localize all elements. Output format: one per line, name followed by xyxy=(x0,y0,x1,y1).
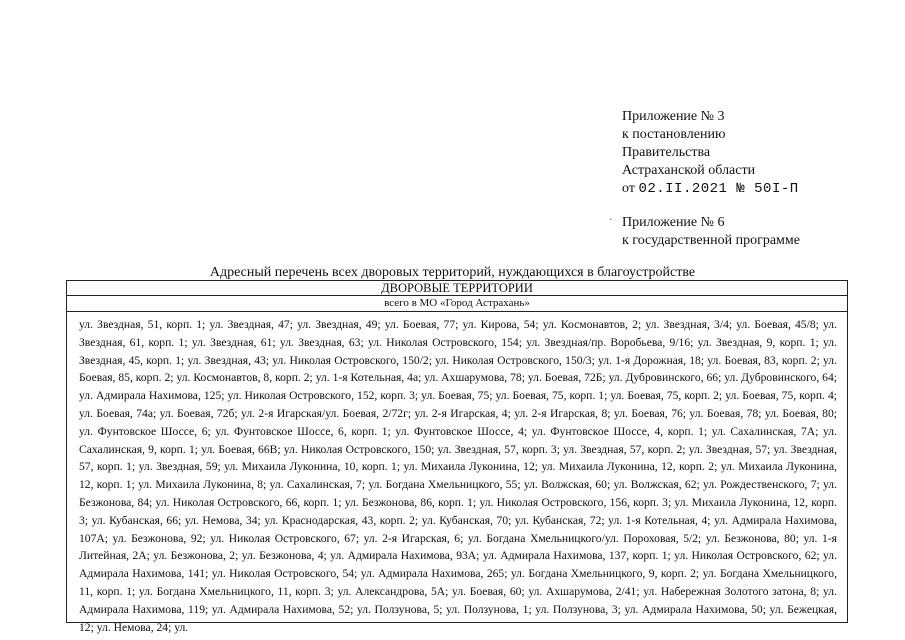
territories-table xyxy=(66,280,848,634)
annex-date-line xyxy=(622,180,799,198)
date-prefix: от xyxy=(622,181,635,196)
document-title: Адресный перечень всех дворовых территорий, нуждающихся в благоустройстве xyxy=(209,265,696,280)
annex-line: к государственной программе xyxy=(622,233,800,248)
annex-block-top xyxy=(622,108,799,198)
annex-line: Приложение № 3 xyxy=(622,109,725,124)
table-header: ДВОРОВЫЕ ТЕРРИТОРИИ xyxy=(67,281,847,296)
annex-line: к постановлению xyxy=(622,127,726,142)
table-subheader: всего в МО «Город Астрахань» xyxy=(67,296,847,312)
annex-line: Приложение № 6 xyxy=(622,215,725,230)
address-list-cell: ул. Звездная, 51, корп. 1; ул. Звездная, 47; ул. Звездная, 49; ул. Боевая, 77; ул. Кирова, 54; ул. Космонавтов, 2; ул. Звездная, 3/4; ул. Боевая, 45/8; ул. Звездная, 61, корп. 1; ул. Звездная, 61; ул. Звездная, 63; ул. Николая Островского, 154; ул. Звездная/пр. Воробьева, 9/16; ул. Звездная, 9, корп. 1; ул. Звездная, 45, корп. 1; ул. Звездная, 43; ул. Николая Островского, 150/2; ул. Николая Островского, 150/3; ул. 1-я Дорожная, 18; ул. Боевая, 83, корп. 2; ул. Боевая, 85, корп. 2; ул. Космонавтов, 8, корп. 2; ул. 1-я Котельная, 4а; ул. Ахшарумова, 78; ул. Боевая, 72Б; ул. Дубровинского, 66; ул. Дубровинского, 64; ул. Адмирала Нахимова, 125; ул. Николая Островского, 152, корп. 3; ул. Боевая, 75; ул. Боевая, 75, корп. 1; ул. Боевая, 75, корп. 2; ул. Боевая, 75, корп. 4; ул. Боевая, 74а; ул. Боевая, 72б; ул. 2-я Игарская/ул. Боевая, 2/72г; ул. 2-я Игарская, 4; ул. 2-я Игарская, 8; ул. Боевая, 76; ул. Боевая, 78; ул. Боевая, 80; ул. Фунтовское Шоссе, 6; ул. Фунтовское Шоссе, 6, корп. 1; ул. Фунтовское Шоссе, 4; ул. Фунтовское Шоссе, 4, корп. 1; ул. Сахалинская, 7А; ул. Сахалинская, 9, корп. 1; ул. Боевая, 66В; ул. Николая Островского, 150; ул. Звездная, 57, корп. 3; ул. Звездная, 57, корп. 2; ул. Звездная, 57; ул. Звездная, 57, корп. 1; ул. Звездная, 59; ул. Михаила Луконина, 10, корп. 1; ул. Михаила Луконина, 12; ул. Михаила Луконина, 12, корп. 2; ул. Михаила Луконина, 12, корп. 1; ул. Михаила Луконина, 8; ул. Сахалинская, 7; ул. Богдана Хмельницкого, 55; ул. Волжская, 60; ул. Волжская, 62; ул. Рождественского, 7; ул. Безжонова, 84; ул. Николая Островского, 66, корп. 1; ул. Безжонова, 86, корп. 1; ул. Николая Островского, 156, корп. 3; ул. Михаила Луконина, 12, корп. 3; ул. Кубанская, 66; ул. Немова, 34; ул. Краснодарская, 43, корп. 2; ул. Кубанская, 70; ул. Кубанская, 72; ул. 1-я Котельная, 4; ул. Адмирала Нахимова, 107А; ул. Безжонова, 92; ул. Николая Островского, 67; ул. 2-я Игарская, 6; ул. Богдана Хмельницкого/ул. Пороховая, 5/2; ул. Безжонова, 80; ул. 1-я Литейная, 2А; ул. Безжонова, 2; ул. Безжонова, 4; ул. Адмирала Нахимова, 93А; ул. Адмирала Нахимова, 137, корп. 1; ул. Николая Островского, 62; ул. Адмирала Нахимова, 141; ул. Николая Островского, 54; ул. Адмирала Нахимова, 265; ул. Богдана Хмельницкого, 9, корп. 2; ул. Богдана Хмельницкого, 11, корп. 1; ул. Богдана Хмельницкого, 11, корп. 3; ул. Александрова, 5А; ул. Боевая, 60; ул. Ахшарумова, 2/41; ул. Набережная Золотого затона, 8; ул. Адмирала Нахимова, 119; ул. Адмирала Нахимова, 52; ул. Ползунова, 5; ул. Ползунова, 1; ул. Ползунова, 3; ул. Адмирала Нахимова, 50; ул. Бежецкая, 12; ул. Немова, 24; ул. xyxy=(79,318,837,634)
annex-line: Правительства xyxy=(622,145,711,160)
annex-block-bottom xyxy=(622,214,800,250)
date-value: 02.II.2021 № 50I-П xyxy=(638,181,799,197)
scan-speck: · xyxy=(609,215,613,226)
annex-line: Астраханской области xyxy=(622,163,756,178)
